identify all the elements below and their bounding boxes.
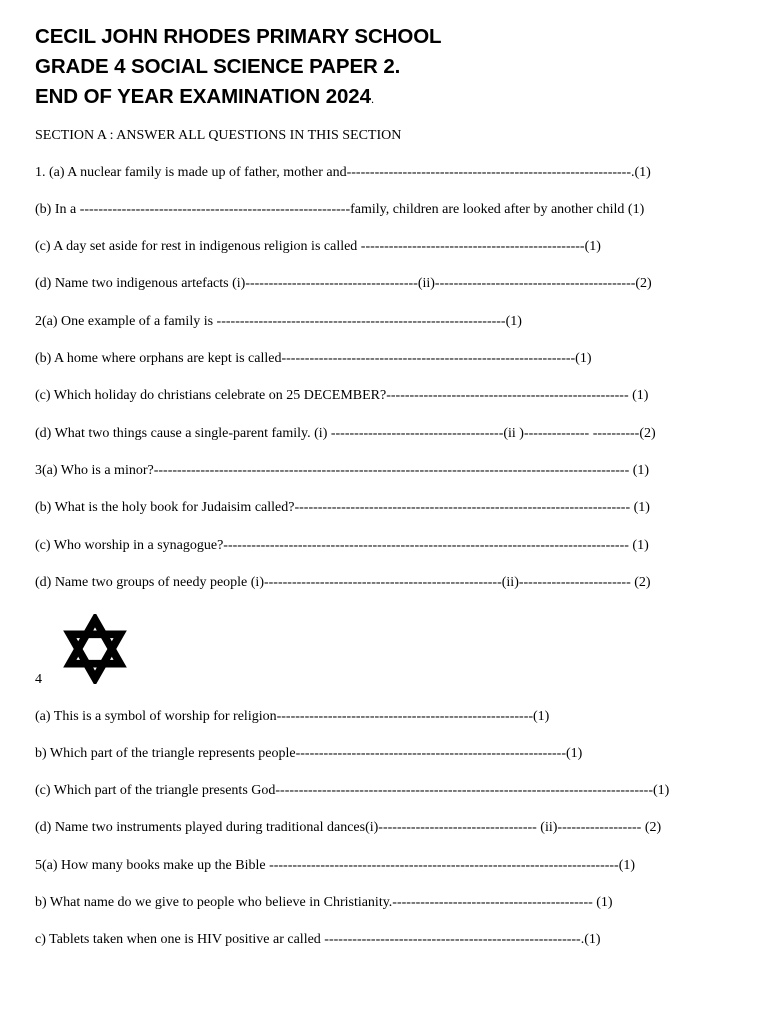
question-2b: (b) A home where orphans are kept is called---------------------------------------------------------------(1): [35, 351, 592, 366]
exam-title: [35, 82, 374, 114]
question-2c: (c) Which holiday do christians celebrate on 25 DECEMBER?---------------------------------------------------- (1): [35, 388, 649, 403]
exam-title-dot: .: [370, 92, 375, 106]
question-3b: (b) What is the holy book for Judaisim called?------------------------------------------------------------------------ (1): [35, 500, 650, 515]
question-5a: 5(a) How many books make up the Bible ---------------------------------------------------------------------------(1): [35, 858, 636, 873]
question-1a: 1. (a) A nuclear family is made up of father, mother and-------------------------------------------------------------.(1): [35, 165, 651, 180]
question-3a: 3(a) Who is a minor?------------------------------------------------------------------------------------------------------ (1): [35, 463, 650, 478]
question-1d: (d) Name two indigenous artefacts (i)-------------------------------------(ii)-------------------------------------------(2): [35, 276, 652, 291]
star-of-david-icon: [60, 614, 130, 684]
question-3c: (c) Who worship in a synagogue?--------------------------------------------------------------------------------------- (1): [35, 538, 649, 553]
question-4d: (d) Name two instruments played during traditional dances(i)---------------------------------- (ii)------------------ (2): [35, 820, 662, 835]
school-name: CECIL JOHN RHODES PRIMARY SCHOOL: [35, 25, 442, 48]
question-3d: (d) Name two groups of needy people (i)---------------------------------------------------(ii)------------------------ (2): [35, 575, 651, 590]
question-4b: b) Which part of the triangle represents people----------------------------------------------------------(1): [35, 746, 583, 761]
question-4a: (a) This is a symbol of worship for religion-------------------------------------------------------(1): [35, 709, 550, 724]
question-4-number: 4: [35, 672, 42, 687]
exam-title-text: END OF YEAR EXAMINATION 2024: [35, 85, 371, 108]
question-5c: c) Tablets taken when one is HIV positive ar called -------------------------------------------------------.(1): [35, 932, 601, 947]
question-2d: (d) What two things cause a single-parent family. (i) -------------------------------------(ii )-------------- ----------(2): [35, 426, 656, 441]
question-4c: (c) Which part of the triangle presents God---------------------------------------------------------------------------------(1): [35, 783, 670, 798]
paper-title: GRADE 4 SOCIAL SCIENCE PAPER 2.: [35, 55, 401, 78]
question-1b: (b) In a ----------------------------------------------------------family, children are looked after by another child (1): [35, 202, 645, 217]
section-instruction: SECTION A : ANSWER ALL QUESTIONS IN THIS SECTION: [35, 128, 402, 143]
question-5b: b) What name do we give to people who believe in Christianity.------------------------------------------- (1): [35, 895, 613, 910]
question-2a: 2(a) One example of a family is --------------------------------------------------------------(1): [35, 314, 522, 329]
question-1c: (c) A day set aside for rest in indigenous religion is called ------------------------------------------------(1): [35, 239, 601, 254]
